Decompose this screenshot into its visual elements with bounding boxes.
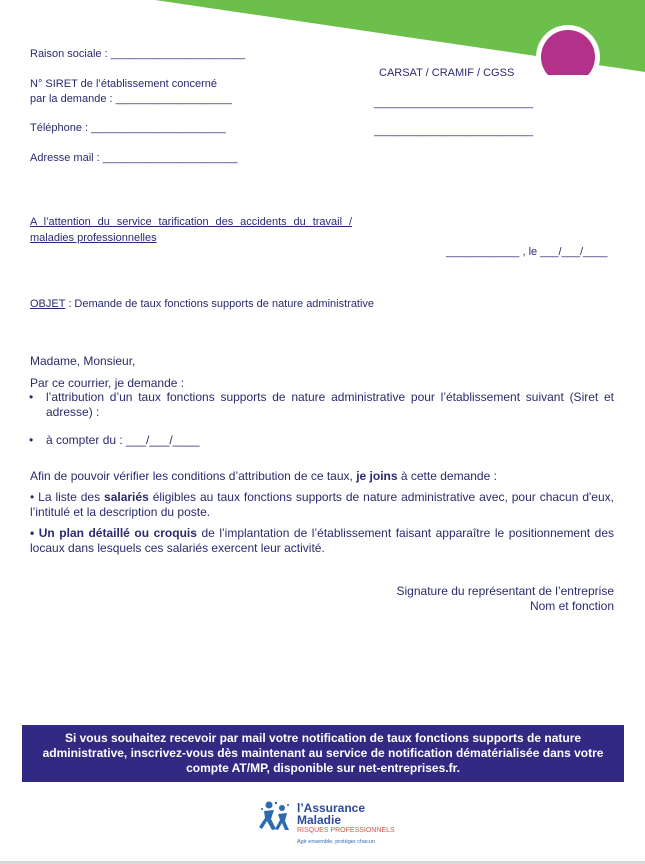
intro-text: Par ce courrier, je demande : (30, 376, 185, 390)
objet-line (30, 297, 374, 311)
document-item-1 (30, 490, 614, 520)
doc1-text: éligibles au taux fonctions supports de nature administrative avec, pour chacun d'eux, l’intitulé et la description du poste. (30, 490, 614, 519)
doc1-prefix: • La liste des (30, 490, 105, 504)
objet-label: OBJET (30, 298, 66, 310)
document-item-2 (30, 526, 614, 556)
email-field: Adresse mail : ______________________ (30, 152, 238, 164)
logo-line2: Maladie (297, 813, 342, 827)
signature-line2: Nom et fonction (529, 599, 614, 613)
place-date-line: ____________ , le ___/___/____ (446, 246, 608, 258)
raison-sociale-field: Raison sociale : ______________________ (30, 48, 246, 60)
logo-tagline: Agir ensemble, protéger chacun (297, 839, 375, 845)
recipient-line-1: __________________________ (374, 97, 534, 109)
request-bullet-2: à compter du : ___/___/____ (46, 433, 200, 447)
afin-text: Afin de pouvoir vérifier les conditions d’attribution de ce taux, (30, 469, 357, 483)
telephone-field: Téléphone : ______________________ (30, 122, 226, 134)
siret-field: par la demande : ___________________ (30, 93, 232, 105)
attention-line2: maladies professionnelles (30, 232, 157, 244)
doc1-bold: salariés (104, 490, 149, 504)
afin-text-end: à cette demande : (397, 469, 497, 483)
doc2-text: de l’implantation de l’établissement faisant apparaître le positionnement des locaux dans lesquels ces salariés exercent leur activité. (30, 526, 615, 555)
request-bullet-1: l’attribution d’un taux fonctions supports de nature administrative pour l’établissement suivant (Siret et adresse) : (46, 390, 614, 419)
logo-line3: RISQUES PROFESSIONNELS (297, 827, 395, 834)
recipient-org: CARSAT / CRAMIF / CGSS (379, 67, 515, 79)
bullet-dot: • (29, 433, 34, 447)
attention-line1: A l’attention du service tarification des accidents du travail / (30, 216, 352, 228)
people-icon (258, 799, 294, 833)
recipient-line-2: __________________________ (374, 125, 534, 137)
assurance-maladie-logo (258, 797, 398, 851)
afin-paragraph (30, 469, 497, 484)
logo-line1: l’Assurance (297, 801, 366, 815)
signature-line1: Signature du représentant de l’entreprise (396, 584, 614, 598)
doc2-bold: • Un plan détaillé ou croquis (30, 526, 197, 540)
salutation: Madame, Monsieur, (30, 354, 136, 368)
siret-label-line1: N° SIRET de l’établissement concerné (30, 78, 218, 90)
bullet-dot: • (29, 390, 34, 404)
notification-banner: Si vous souhaitez recevoir par mail votre notification de taux fonctions supports de nature administrative, inscrivez-vous dès maintenant au service de notification dématérialisée dans votre compte AT/MP, disponible sur net-entreprises.fr. (22, 725, 624, 782)
objet-text: : Demande de taux fonctions supports de nature administrative (65, 298, 375, 310)
header-decoration (0, 0, 645, 75)
afin-bold: je joins (356, 469, 398, 483)
